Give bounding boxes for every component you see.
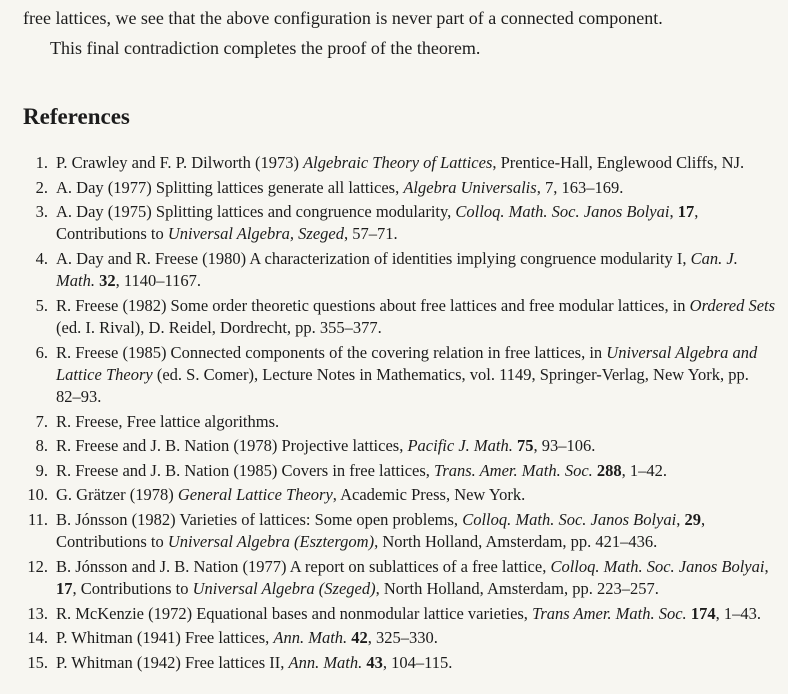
volume-number: 174 [690,603,716,623]
volume-number: 288 [596,460,622,480]
reference-number: 1. [35,153,48,172]
reference-number: 13. [27,603,48,623]
italic-title: Trans Amer. Math. Soc. [532,603,687,623]
reference-item [0,509,788,553]
italic-title: Universal Algebra and Lattice Theory [56,342,758,384]
intro-line-2: This final contradiction completes the proof of the theorem. [50,38,481,58]
reference-text [56,627,776,649]
reference-number: 10. [27,485,48,505]
italic-title: Algebra Universalis [403,177,537,197]
reference-item [0,435,788,457]
italic-title: Pacific J. Math. [407,436,513,456]
italic-title: Ann. Math. [273,628,348,648]
reference-list [0,152,788,676]
italic-title: Algebraic Theory of Lattices [303,153,493,172]
reference-text [56,435,776,457]
reference-segment: , 1140–1167. [115,271,201,291]
reference-segment: R. McKenzie (1972) Equational bases and nonmodular lattice varieties, [56,603,533,623]
reference-segment: , 57–71. [343,224,398,244]
reference-text [56,652,776,674]
reference-item [0,652,788,674]
reference-number: 8. [35,436,48,456]
reference-number: 11. [27,509,48,529]
reference-text [56,603,776,625]
reference-segment: R. Freese and J. B. Nation (1985) Covers in free lattices, [56,460,435,480]
reference-item [0,460,788,482]
reference-number: 9. [35,460,48,480]
reference-segment: B. Jónsson (1982) Varieties of lattices: Some open problems, [56,509,463,529]
italic-title: Ordered Sets [689,295,776,315]
reference-text [56,460,776,482]
reference-item [0,248,788,292]
reference-text [56,152,776,174]
italic-title: Universal Algebra (Esztergom) [167,532,375,552]
reference-segment: , 93–106. [533,436,596,456]
reference-segment: , 1–42. [621,460,668,480]
references-heading: References [23,104,130,129]
reference-segment: , [676,509,685,529]
reference-segment: , Contributions to [56,509,706,552]
reference-number: 2. [35,177,48,197]
reference-item [0,177,788,199]
reference-segment: , Contributions to [56,202,699,244]
reference-segment: A. Day (1975) Splitting lattices and congruence modularity, [56,202,456,222]
reference-segment: R. Freese (1982) Some order theoretic questions about free lattices and free modular lattices, in [56,295,690,315]
reference-number: 15. [27,652,48,672]
reference-segment: P. Crawley and F. P. Dilworth (1973) [56,153,304,172]
reference-item [0,342,788,409]
volume-number: 43 [366,652,383,672]
italic-title: Colloq. Math. Soc. Janos Bolyai [462,509,677,529]
reference-segment: A. Day (1977) Splitting lattices generate all lattices, [56,177,404,197]
volume-number: 75 [516,436,534,456]
reference-segment: , 7, 163–169. [536,177,624,197]
reference-segment: , Academic Press, New York. [332,485,526,505]
reference-text [56,201,776,245]
volume-number: 17 [56,578,73,598]
reference-segment: R. Freese and J. B. Nation (1978) Projective lattices, [56,436,408,456]
reference-text [56,295,776,339]
reference-segment: P. Whitman (1942) Free lattices II, [56,652,289,672]
reference-segment: , North Holland, Amsterdam, pp. 421–436. [374,532,658,552]
reference-segment: A. Day and R. Freese (1980) A characterization of identities implying congruence modularity I, [56,248,691,268]
reference-segment: , Contributions to [72,578,193,598]
reference-item [0,411,788,433]
reference-number: 7. [35,411,48,431]
italic-title: Ann. Math. [288,652,363,672]
reference-number: 3. [35,202,48,222]
reference-text [56,484,776,506]
reference-segment: R. Freese (1985) Connected components of the covering relation in free lattices, in [56,342,607,362]
reference-text [56,556,776,600]
volume-number: 32 [99,271,116,291]
reference-number: 5. [35,295,48,315]
reference-segment: , 1–43. [715,603,761,623]
italic-title: Universal Algebra (Szeged) [192,578,376,598]
reference-number: 12. [27,556,48,576]
reference-segment: , [669,202,678,222]
reference-text [56,342,776,409]
reference-segment: P. Whitman (1941) Free lattices, [56,628,274,648]
italic-title: Colloq. Math. Soc. Janos Bolyai [455,202,670,222]
reference-segment: B. Jónsson and J. B. Nation (1977) A report on sublattices of a free lattice, [56,556,551,576]
reference-item [0,603,788,625]
reference-segment: G. Grätzer (1978) [56,485,178,505]
reference-segment: (ed. I. Rival), D. Reidel, Dordrecht, pp. 355–377. [56,317,382,337]
reference-text [56,509,776,553]
reference-text [56,248,776,292]
reference-segment: , North Holland, Amsterdam, pp. 223–257. [375,578,659,598]
reference-segment: , Prentice-Hall, Englewood Cliffs, NJ. [492,153,745,172]
volume-number: 17 [677,202,695,222]
reference-segment: , 325–330. [367,628,438,648]
reference-item [0,201,788,245]
reference-item [0,295,788,339]
italic-title: Colloq. Math. Soc. Janos Bolyai [550,556,765,576]
reference-number: 4. [35,248,48,268]
reference-item [0,556,788,600]
reference-segment: , 104–115. [382,652,453,672]
italic-title: Universal Algebra, Szeged [167,224,344,244]
reference-number: 14. [27,628,48,648]
reference-text [56,177,776,199]
reference-segment: , [764,556,769,576]
intro-line-1: free lattices, we see that the above configuration is never part of a connected component. [23,8,663,28]
reference-segment: R. Freese, Free lattice algorithms. [56,411,280,431]
italic-title: Can. J. Math. [56,248,738,291]
volume-number: 42 [351,628,368,648]
reference-item [0,484,788,506]
reference-item [0,627,788,649]
italic-title: General Lattice Theory [177,485,333,505]
reference-text [56,411,776,433]
reference-number: 6. [35,342,48,362]
italic-title: Trans. Amer. Math. Soc. [434,460,593,480]
volume-number: 29 [684,509,701,529]
reference-segment: (ed. S. Comer), Lecture Notes in Mathematics, vol. 1149, Springer-Verlag, New York, pp. 82–93. [56,364,749,406]
reference-item [0,152,788,174]
